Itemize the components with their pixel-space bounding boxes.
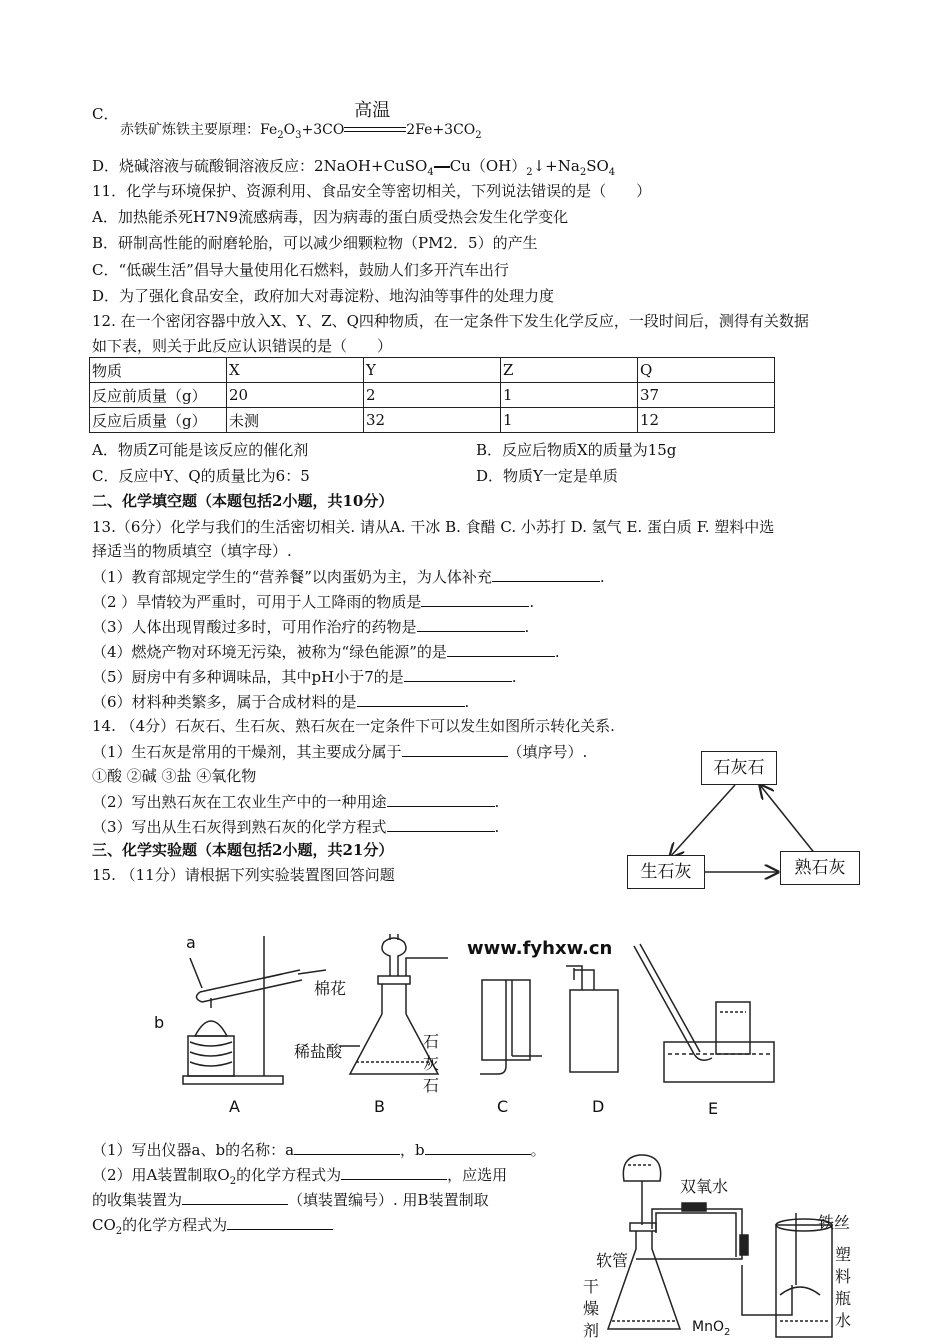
q10-c-equation: 赤铁矿炼铁主要原理：$Fe_2O_3+3CO$ 高温 $2Fe+3CO_2$ <box>120 100 482 141</box>
answer-blank[interactable] <box>492 566 600 582</box>
q13-part-1: （1）教育部规定学生的“营养餐”以肉蛋奶为主，为人体补充 . <box>92 568 605 586</box>
q11-option-a: A．加热能杀死H7N9流感病毒，因为病毒的蛋白质受热会发生化学变化 <box>92 208 569 226</box>
apparatus-label-c: C <box>497 1097 509 1116</box>
answer-blank[interactable] <box>227 1214 333 1230</box>
box-limestone: 石灰石 <box>701 751 777 785</box>
q15-part-2-line-1: （2）用A装置制取$O_2$的化学方程式为 ，应选用 <box>92 1166 508 1187</box>
answer-blank[interactable] <box>417 616 525 632</box>
answer-blank[interactable] <box>387 791 495 807</box>
label-iron-wire: 铁丝 <box>818 1213 851 1232</box>
label-plastic-bottle: 塑料瓶 <box>834 1245 851 1308</box>
answer-blank[interactable] <box>294 1139 400 1155</box>
table-header-row <box>90 358 775 383</box>
table-header: 物质 <box>90 358 227 383</box>
table-header: Z <box>501 358 638 383</box>
answer-blank[interactable] <box>182 1189 288 1205</box>
label-cotton: 棉花 <box>314 979 347 998</box>
table-header: Q <box>638 358 775 383</box>
section-3-title: 三、化学实验题（本题包括2小题，共21分） <box>92 841 394 859</box>
high-temp-sign: 高温 <box>344 123 406 137</box>
q10-c-label: C． <box>92 105 119 123</box>
label-limestone: 石灰石 <box>422 1032 439 1095</box>
table-cell: 37 <box>638 383 775 408</box>
q11-stem: 11．化学与环境保护、资源利用、食品安全等密切相关，下列说法错误的是（ ） <box>92 182 652 200</box>
apparatus-label-a: A <box>229 1097 240 1116</box>
table-cell: 反应前质量（g） <box>90 383 227 408</box>
label-desiccant: 干燥剂 <box>582 1277 599 1340</box>
q11-option-d: D．为了强化食品安全，政府加大对毒淀粉、地沟油等事件的处理力度 <box>92 287 555 305</box>
q12-option-d: D．物质Y一定是单质 <box>476 467 618 485</box>
answer-blank[interactable] <box>447 641 555 657</box>
answer-blank[interactable] <box>404 666 512 682</box>
q14-options: ①酸 ②碱 ③盐 ④氧化物 <box>92 767 257 785</box>
q11-option-b: B．研制高性能的耐磨轮胎，可以减少细颗粒物（PM2．5）的产生 <box>92 234 538 252</box>
label-dilute-hcl: 稀盐酸 <box>294 1042 343 1061</box>
q15-part-2-line-2: 的收集装置为 （填装置编号）. 用B装置制取 <box>92 1191 489 1209</box>
answer-blank[interactable] <box>421 591 529 607</box>
table-row <box>90 408 775 433</box>
answer-blank[interactable] <box>357 691 465 707</box>
q14-part-2: （2）写出熟石灰在工农业生产中的一种用途 . <box>92 793 500 811</box>
table-row <box>90 383 775 408</box>
table-cell: 1 <box>501 408 638 433</box>
q12-stem-1: 12. 在一个密闭容器中放入X、Y、Z、Q四种物质，在一定条件下发生化学反应，一段时间后，测得有关数据 <box>92 312 809 330</box>
q14-part-1: （1）生石灰是常用的干燥剂，其主要成分属于 （填序号）. <box>92 743 588 761</box>
answer-blank[interactable] <box>402 741 508 757</box>
q13-stem-1: 13.（6分）化学与我们的生活密切相关. 请从A. 干冰 B. 食醋 C. 小苏打 D. 氢气 E. 蛋白质 F. 塑料中选 <box>92 518 775 536</box>
label-b: b <box>154 1013 165 1032</box>
q13-part-6: （6）材料种类繁多，属于合成材料的是 . <box>92 693 470 711</box>
q15-part-2-line-3: $CO_2$的化学方程式为 <box>92 1214 333 1242</box>
table-header: X <box>227 358 364 383</box>
label-a: a <box>186 933 196 952</box>
q13-part-4: （4）燃烧产物对环境无污染，被称为“绿色能源”的是 . <box>92 643 560 661</box>
box-slaked-lime: 熟石灰 <box>780 851 860 885</box>
q10-d-equation: D．烧碱溶液与硫酸铜溶液反应：2NaOH+CuSO$_4$ $Cu(OH)_2↓+Na_2SO_4$ <box>92 157 616 178</box>
table-cell: 20 <box>227 383 364 408</box>
q12-stem-2: 如下表，则关于此反应认识错误的是（ ） <box>92 337 393 355</box>
box-quicklime: 生石灰 <box>627 855 705 889</box>
table-header: Y <box>364 358 501 383</box>
q13-part-2: （2 ）旱情较为严重时，可用于人工降雨的物质是 . <box>92 593 535 611</box>
table-cell: 反应后质量（g） <box>90 408 227 433</box>
q12-option-a: A．物质Z可能是该反应的催化剂 <box>92 441 309 459</box>
q13-stem-2: 择适当的物质填空（填字母）. <box>92 542 292 560</box>
table-cell: 32 <box>364 408 501 433</box>
q11-option-c: C．“低碳生活”倡导大量使用化石燃料，鼓励人们多开汽车出行 <box>92 261 509 279</box>
watermark: www.fyhxw.cn <box>467 938 613 959</box>
label-hose: 软管 <box>596 1251 629 1270</box>
q15-stem: 15. （11分）请根据下列实验装置图回答问题 <box>92 866 395 884</box>
label-hydrogen-peroxide: 双氧水 <box>680 1177 729 1196</box>
label-water: 水 <box>834 1311 851 1330</box>
apparatus-label-e: E <box>708 1099 719 1118</box>
q12-option-c: C．反应中Y、Q的质量比为6：5 <box>92 467 310 485</box>
apparatus-label-b: B <box>374 1097 385 1116</box>
table-cell: 12 <box>638 408 775 433</box>
answer-blank[interactable] <box>425 1139 531 1155</box>
section-2-title: 二、化学填空题（本题包括2小题，共10分） <box>92 492 394 510</box>
q13-part-5: （5）厨房中有多种调味品，其中pH小于7的是 . <box>92 668 517 686</box>
apparatus-figure <box>150 930 790 1090</box>
answer-blank[interactable] <box>387 816 495 832</box>
q13-part-3: （3）人体出现胃酸过多时，可用作治疗的药物是 . <box>92 618 530 636</box>
answer-blank[interactable] <box>341 1164 447 1180</box>
table-cell: 2 <box>364 383 501 408</box>
label-mno2: MnO$_2$ <box>692 1319 731 1338</box>
q14-part-3: （3）写出从生石灰得到熟石灰的化学方程式 . <box>92 818 500 836</box>
reaction-table <box>89 357 775 433</box>
q14-stem: 14. （4分）石灰石、生石灰、熟石灰在一定条件下可以发生如图所示转化关系. <box>92 717 615 735</box>
table-cell: 未测 <box>227 408 364 433</box>
q15-part-1: （1）写出仪器a、b的名称：a ，b 。 <box>92 1141 546 1159</box>
apparatus-label-d: D <box>592 1097 605 1116</box>
q12-option-b: B．反应后物质X的质量为15g <box>476 441 677 459</box>
table-cell: 1 <box>501 383 638 408</box>
